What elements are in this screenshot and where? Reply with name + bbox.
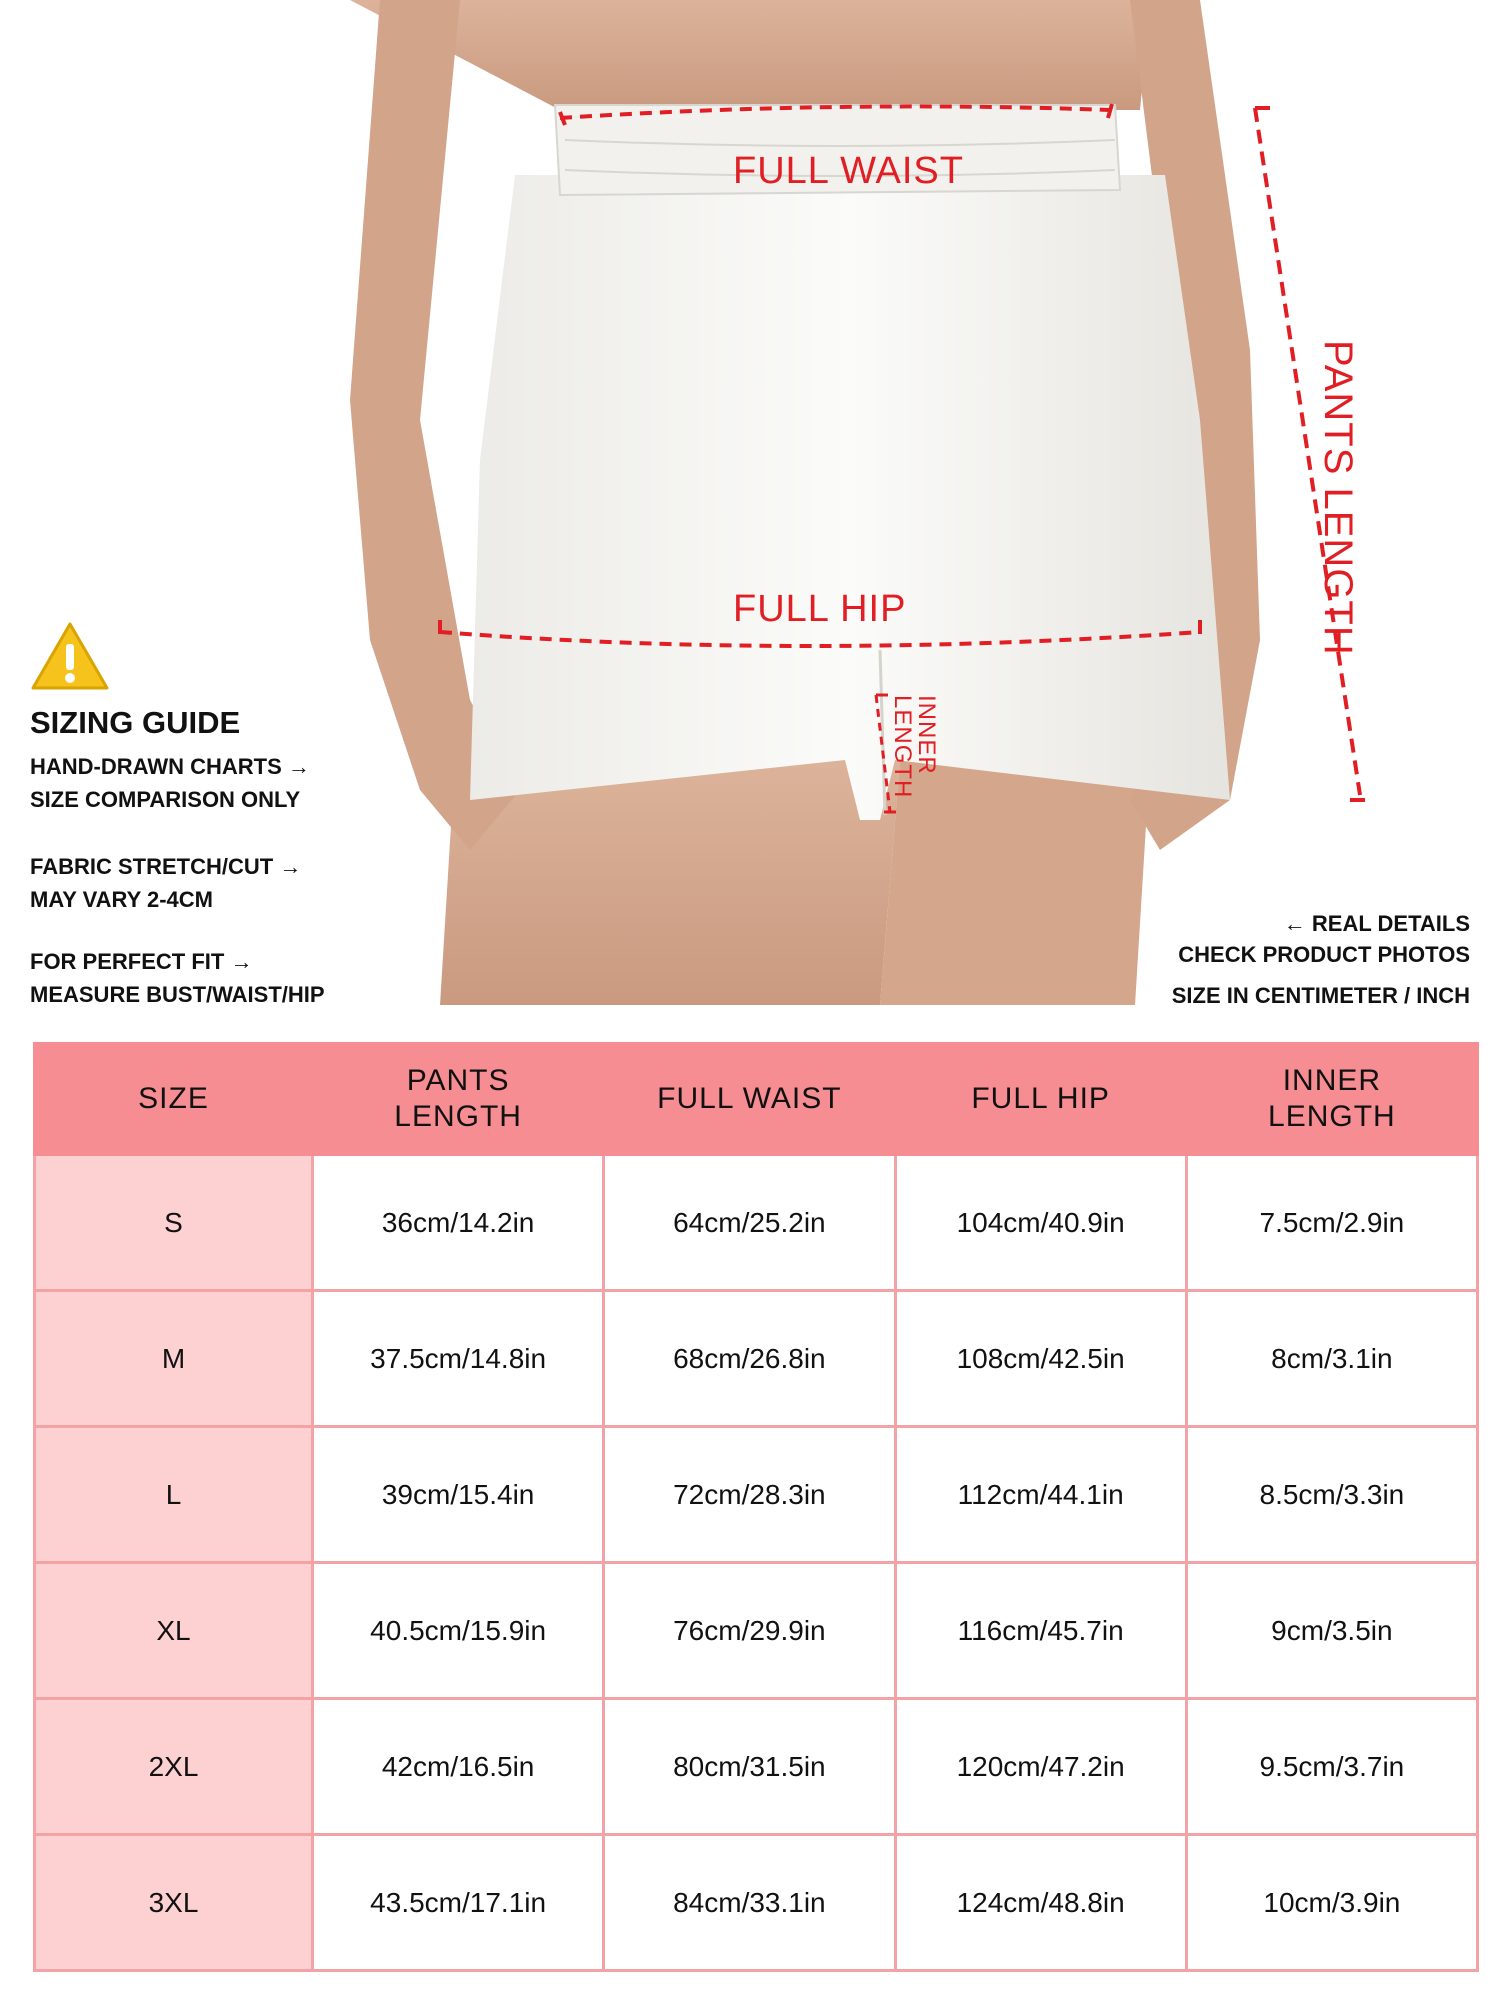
cell-size: M: [35, 1291, 313, 1427]
cell-pants-length: 39cm/15.4in: [313, 1427, 604, 1563]
cell-size: S: [35, 1155, 313, 1291]
note-3-line-1: FOR PERFECT FIT →: [30, 949, 253, 974]
note-3-line-2: MEASURE BUST/WAIST/HIP: [30, 982, 325, 1007]
header-full-waist: FULL WAIST: [604, 1044, 895, 1155]
cell-inner-length: 7.5cm/2.9in: [1186, 1155, 1477, 1291]
guide-note-3: [30, 945, 325, 1011]
full-waist-label: FULL WAIST: [733, 150, 964, 192]
cell-size: XL: [35, 1563, 313, 1699]
table-row: [35, 1427, 1478, 1563]
header-inner-length: [1186, 1044, 1477, 1155]
note-2-line-2: MAY VARY 2-4CM: [30, 887, 213, 912]
cell-pants-length: 36cm/14.2in: [313, 1155, 604, 1291]
inner-length-label: INNER LENGTH: [889, 695, 940, 799]
cell-full-hip: 120cm/47.2in: [895, 1699, 1186, 1835]
sizing-guide-title: SIZING GUIDE: [30, 705, 241, 740]
cell-pants-length: 42cm/16.5in: [313, 1699, 604, 1835]
cell-size: L: [35, 1427, 313, 1563]
real-details-line-1: ← REAL DETAILS: [1283, 911, 1470, 936]
cell-size: 3XL: [35, 1835, 313, 1971]
header-pants-length: [313, 1044, 604, 1155]
warning-triangle-icon: [30, 620, 110, 692]
real-details-note: [1178, 908, 1470, 970]
cell-full-hip: 108cm/42.5in: [895, 1291, 1186, 1427]
cell-full-waist: 84cm/33.1in: [604, 1835, 895, 1971]
cell-size: 2XL: [35, 1699, 313, 1835]
shorts-body: [470, 175, 1230, 820]
cell-inner-length: 9.5cm/3.7in: [1186, 1699, 1477, 1835]
table-row: [35, 1291, 1478, 1427]
torso-skin: [350, 0, 1150, 110]
guide-note-1: [30, 750, 310, 816]
note-2-line-1: FABRIC STRETCH/CUT →: [30, 854, 302, 879]
cell-full-hip: 104cm/40.9in: [895, 1155, 1186, 1291]
cell-inner-length: 9cm/3.5in: [1186, 1563, 1477, 1699]
size-chart-table: [33, 1042, 1479, 1972]
table-row: [35, 1155, 1478, 1291]
unit-note: SIZE IN CENTIMETER / INCH: [1171, 983, 1470, 1008]
cell-full-waist: 64cm/25.2in: [604, 1155, 895, 1291]
note-1-line-2: SIZE COMPARISON ONLY: [30, 787, 301, 812]
cell-inner-length: 8.5cm/3.3in: [1186, 1427, 1477, 1563]
cell-full-waist: 76cm/29.9in: [604, 1563, 895, 1699]
table-row: [35, 1835, 1478, 1971]
cell-inner-length: 8cm/3.1in: [1186, 1291, 1477, 1427]
cell-inner-length: 10cm/3.9in: [1186, 1835, 1477, 1971]
cell-full-hip: 116cm/45.7in: [895, 1563, 1186, 1699]
cell-full-hip: 124cm/48.8in: [895, 1835, 1186, 1971]
cell-full-waist: 72cm/28.3in: [604, 1427, 895, 1563]
note-1-line-1: HAND-DRAWN CHARTS →: [30, 754, 310, 779]
pants-length-label: PANTS LENGTH: [1316, 340, 1360, 656]
guide-note-2: [30, 850, 301, 916]
table-row: [35, 1699, 1478, 1835]
header-size: SIZE: [35, 1044, 313, 1155]
cell-full-waist: 68cm/26.8in: [604, 1291, 895, 1427]
cell-full-hip: 112cm/44.1in: [895, 1427, 1186, 1563]
cell-full-waist: 80cm/31.5in: [604, 1699, 895, 1835]
real-details-line-2: CHECK PRODUCT PHOTOS: [1178, 942, 1470, 967]
cell-pants-length: 37.5cm/14.8in: [313, 1291, 604, 1427]
cell-pants-length: 40.5cm/15.9in: [313, 1563, 604, 1699]
full-hip-label: FULL HIP: [733, 588, 907, 630]
table-row: [35, 1563, 1478, 1699]
header-full-hip: FULL HIP: [895, 1044, 1186, 1155]
cell-pants-length: 43.5cm/17.1in: [313, 1835, 604, 1971]
table-header-row: [35, 1044, 1478, 1155]
header-pants-length-text: PANTS LENGTH: [394, 1064, 522, 1133]
header-inner-length-text: INNER LENGTH: [1268, 1064, 1396, 1133]
